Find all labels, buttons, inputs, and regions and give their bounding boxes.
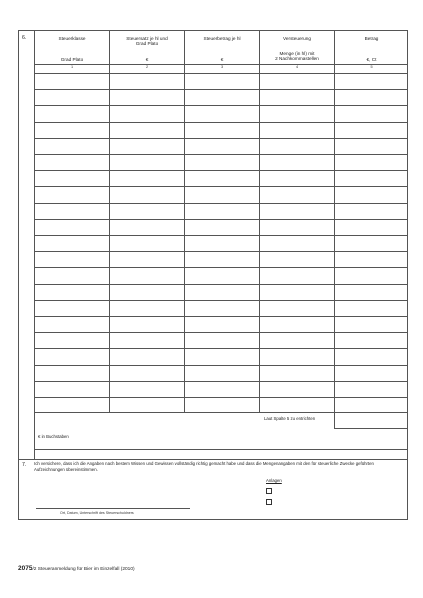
- table-row-line: [34, 219, 408, 220]
- col-divider-2: [184, 30, 185, 412]
- total-label: Laut Spalte 5 zu entrichten: [264, 416, 316, 421]
- header-steuerbetrag-unit: €: [220, 57, 224, 62]
- header-betrag: Betrag: [364, 36, 379, 41]
- table-row-line: [34, 235, 408, 236]
- header-steuerbetrag: Steuerbetrag je hl: [203, 36, 241, 41]
- form-footer: [18, 565, 135, 572]
- table-row-line: [34, 170, 408, 171]
- form-number: 2075: [18, 565, 33, 572]
- table-row-line: [34, 284, 408, 285]
- column-number-2: 2: [145, 65, 149, 69]
- header-betrag-unit: €, Ct: [366, 57, 377, 62]
- table-row-line: [34, 186, 408, 187]
- table-row-line: [34, 105, 408, 106]
- table-row-line: [34, 381, 408, 382]
- attachments-label: Anlagen: [266, 478, 282, 483]
- header-steuersatz-unit: €: [145, 57, 149, 62]
- column-number-3: 3: [220, 65, 224, 69]
- section-6-number: 6.: [22, 35, 27, 41]
- table-row-line: [34, 138, 408, 139]
- section-7-number: 7.: [22, 462, 27, 468]
- table-row-line: [34, 365, 408, 366]
- column-number-1: 1: [70, 65, 74, 69]
- table-row-line: [34, 122, 408, 123]
- declaration-text: Ich versichere, dass ich die Angaben nach bestem Wissen und Gewissen vollständig richtig gemacht habe und dass die Mengenangaben mit den für steuerliche Zwecke geführten Aufzeichnungen übereinstimmen.: [34, 461, 374, 472]
- header-grad-plato: Grad Plato: [60, 57, 84, 62]
- table-row-line: [34, 251, 408, 252]
- table-row-line: [34, 89, 408, 90]
- table-row-line: [34, 300, 408, 301]
- attachment-checkbox-1[interactable]: [266, 488, 272, 494]
- table-row-line: [34, 348, 408, 349]
- form-frame: [18, 30, 408, 520]
- table-row-line: [34, 267, 408, 268]
- words-label: € in Buchstaben: [38, 434, 69, 439]
- column-number-4: 4: [295, 65, 299, 69]
- form-title: /2 Steueranmeldung für Bier im Einzelfall (2010): [32, 567, 135, 572]
- header-steuerklasse: Steuerklasse: [58, 36, 86, 41]
- words-underline: [34, 449, 408, 450]
- section-7-divider: [18, 459, 408, 460]
- column-number-5: 5: [370, 65, 373, 69]
- attachment-checkbox-2[interactable]: [266, 499, 272, 505]
- header-menge: Menge (in hl) mit 2 Nachkommastellen: [275, 51, 319, 61]
- table-row-line: [34, 397, 408, 398]
- table-row-line: [34, 316, 408, 317]
- header-versteuerung: Versteuerung: [283, 36, 311, 41]
- header-steuersatz: Steuersatz je hl und Grad Plato: [126, 36, 168, 46]
- total-row-top-line: [34, 412, 408, 413]
- table-row-line: [34, 154, 408, 155]
- signature-caption: Ort, Datum, Unterschrift des Steuerschuldners: [60, 511, 134, 515]
- col-divider-3: [259, 30, 260, 412]
- col-divider-1: [109, 30, 110, 412]
- table-row-line: [34, 332, 408, 333]
- signature-line: [36, 508, 190, 509]
- table-row-line: [34, 203, 408, 204]
- number-column-divider: [34, 30, 35, 460]
- total-row-bottom-line: [334, 428, 408, 429]
- table-row-line: [34, 73, 408, 74]
